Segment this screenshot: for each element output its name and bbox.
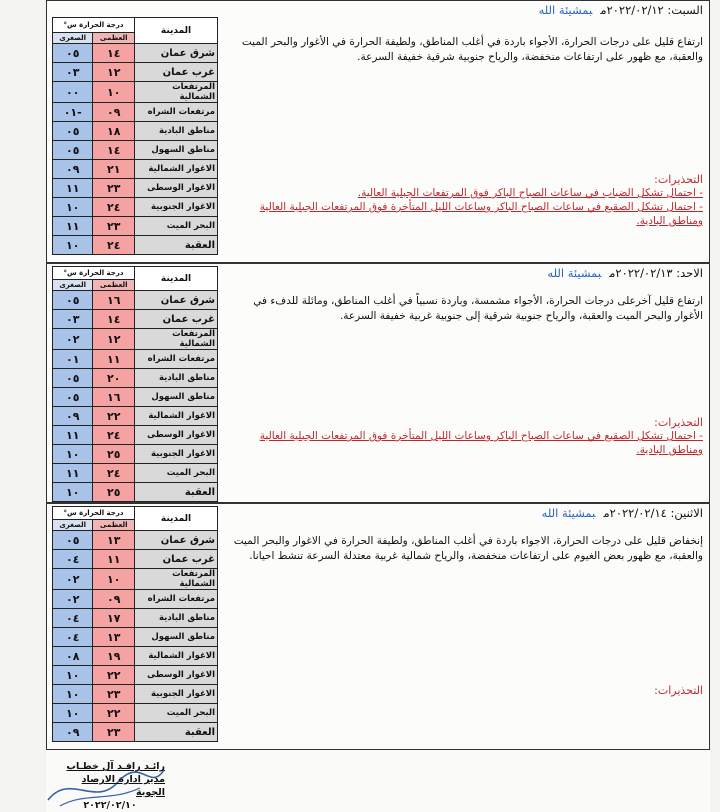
min-header: الصغرى — [53, 520, 93, 531]
city-name: غرب عمان — [135, 63, 218, 82]
table-row — [53, 464, 218, 483]
temperature-table — [52, 506, 218, 742]
city-name: الاغوار الشمالية — [135, 160, 218, 179]
table-row — [53, 445, 218, 464]
date: السبت: ٢٠٢٢/٠٢/١٢م — [600, 3, 703, 17]
min-temp: ١٠ — [53, 685, 93, 704]
city-column-header: المدينة — [135, 507, 218, 531]
date-line — [225, 3, 703, 17]
city-name: الاغوار الشمالية — [135, 647, 218, 666]
min-temp: ١١ — [53, 464, 93, 483]
forecast-text: إنخفاض قليل على درجات الحرارة، الاجواء باردة في أغلب المناطق، ولطيفة الحرارة في الاغوار والبحر الميت والعقبة، مع ظهور بعض الغيوم على ارتفاعات منخفضة، والرياح شمالية غربية معتدلة السرعة تنشط احيانا. — [233, 535, 703, 562]
table-row — [53, 82, 218, 103]
city-name: مرتفعات الشراه — [135, 590, 218, 609]
max-temp: ٢٣ — [93, 723, 135, 742]
city-name: الاغوار الجنوبية — [135, 445, 218, 464]
forecast-text: ارتفاع قليل على درجات الحرارة، الأجواء باردة في أغلب المناطق، ولطيفة الحرارة في الأغوار والبحر الميت والعقبة، مع ظهور على ارتفاعات منخفضة، والرياح جنوبية شرقية خفيفة السرعة. — [241, 36, 703, 63]
min-temp: ٠٣ — [53, 310, 93, 329]
max-temp: ١٠ — [93, 82, 135, 103]
max-temp: ٢٥ — [93, 483, 135, 502]
table-row — [53, 483, 218, 502]
warnings-title: التحذيرات: — [654, 684, 703, 697]
max-temp: ١٩ — [93, 647, 135, 666]
city-name: مرتفعات الشراه — [135, 350, 218, 369]
min-temp: ٠٥ — [53, 141, 93, 160]
max-temp: ١٤ — [93, 141, 135, 160]
city-name: مناطق السهول — [135, 141, 218, 160]
city-name: مناطق البادية — [135, 369, 218, 388]
city-column-header: المدينة — [135, 267, 218, 291]
max-temp: ٢٤ — [93, 198, 135, 217]
max-temp: ١٧ — [93, 609, 135, 628]
min-temp: ٠٩ — [53, 160, 93, 179]
temperature-header: درجة الحرارة س° — [53, 18, 135, 33]
warnings — [225, 684, 703, 697]
city-name: الاغوار الجنوبية — [135, 198, 218, 217]
city-name: المرتفعات الشمالية — [135, 569, 218, 590]
min-temp: ١٠ — [53, 445, 93, 464]
signature-date: ٢٠٢٢/٠٢/١٠ — [83, 800, 137, 811]
date: الاثنين: ٢٠٢٢/٠٢/١٤م — [603, 506, 703, 520]
warnings-title: التحذيرات: — [654, 416, 703, 429]
day-text — [225, 266, 703, 456]
max-temp: ٢٢ — [93, 407, 135, 426]
table-row — [53, 407, 218, 426]
warning-item: - احتمال تشكل الضباب في ساعات الصباح الباكر فوق المرتفعات الجبلية العالية. — [357, 187, 703, 199]
max-temp: ٢٥ — [93, 445, 135, 464]
min-header: الصغرى — [53, 280, 93, 291]
max-header: العظمى — [93, 280, 135, 291]
city-name: العقبة — [135, 723, 218, 742]
min-temp: -٠١ — [53, 103, 93, 122]
city-name: البحر الميت — [135, 217, 218, 236]
max-temp: ٢٤ — [93, 426, 135, 445]
table-row — [53, 666, 218, 685]
max-header: العظمى — [93, 520, 135, 531]
city-name: شرق عمان — [135, 44, 218, 63]
max-temp: ٢٣ — [93, 217, 135, 236]
table-row — [53, 426, 218, 445]
max-temp: ١٢ — [93, 329, 135, 350]
min-temp: ٠٥ — [53, 291, 93, 310]
city-name: البحر الميت — [135, 464, 218, 483]
max-temp: ٠٩ — [93, 590, 135, 609]
city-name: مناطق البادية — [135, 609, 218, 628]
table-row — [53, 291, 218, 310]
table-row — [53, 723, 218, 742]
min-temp: ٠٤ — [53, 628, 93, 647]
max-temp: ١٣ — [93, 531, 135, 550]
table-row — [53, 569, 218, 590]
warnings — [225, 416, 703, 457]
city-name: الاغوار الشمالية — [135, 407, 218, 426]
min-temp: ١١ — [53, 179, 93, 198]
city-name: البحر الميت — [135, 704, 218, 723]
date-line — [225, 506, 703, 520]
temperature-table — [52, 17, 218, 255]
city-name: العقبة — [135, 236, 218, 255]
day-block-saturday — [46, 0, 710, 263]
max-temp: ١٨ — [93, 122, 135, 141]
table-row — [53, 628, 218, 647]
city-name: غرب عمان — [135, 550, 218, 569]
table-row — [53, 329, 218, 350]
table-row — [53, 179, 218, 198]
min-temp: ٠٠ — [53, 82, 93, 103]
city-name: الاغوار الوسطى — [135, 426, 218, 445]
max-temp: ٢٢ — [93, 704, 135, 723]
date: الاحد: ٢٠٢٢/٠٢/١٣م — [609, 266, 703, 280]
min-temp: ١٠ — [53, 198, 93, 217]
city-name: الاغوار الوسطى — [135, 179, 218, 198]
table-row — [53, 550, 218, 569]
min-temp: ٠١ — [53, 350, 93, 369]
table-row — [53, 531, 218, 550]
min-temp: ٠٢ — [53, 590, 93, 609]
min-temp: ٠٢ — [53, 329, 93, 350]
min-temp: ١٠ — [53, 704, 93, 723]
min-temp: ٠٣ — [53, 63, 93, 82]
city-name: العقبة — [135, 483, 218, 502]
max-header: العظمى — [93, 33, 135, 44]
signature-block — [55, 760, 165, 812]
max-temp: ٢٣ — [93, 685, 135, 704]
date-line — [225, 266, 703, 280]
city-name: الاغوار الوسطى — [135, 666, 218, 685]
table-row — [53, 160, 218, 179]
day-text — [225, 3, 703, 227]
table-row — [53, 141, 218, 160]
table-row — [53, 63, 218, 82]
blessing: بمشيئة الله — [547, 266, 602, 280]
city-name: شرق عمان — [135, 291, 218, 310]
min-temp: ١٠ — [53, 236, 93, 255]
table-row — [53, 44, 218, 63]
city-name: المرتفعات الشمالية — [135, 329, 218, 350]
table-row — [53, 122, 218, 141]
min-temp: ٠٥ — [53, 369, 93, 388]
city-name: الاغوار الجنوبية — [135, 685, 218, 704]
max-temp: ٢٣ — [93, 179, 135, 198]
city-name: غرب عمان — [135, 310, 218, 329]
max-temp: ١١ — [93, 350, 135, 369]
temperature-table — [52, 266, 218, 502]
min-temp: ٠٥ — [53, 122, 93, 141]
city-name: مناطق السهول — [135, 388, 218, 407]
table-row — [53, 647, 218, 666]
blessing: بمشيئة الله — [541, 506, 596, 520]
table-row — [53, 103, 218, 122]
max-temp: ١٦ — [93, 291, 135, 310]
min-header: الصغرى — [53, 33, 93, 44]
city-column-header: المدينة — [135, 18, 218, 44]
min-temp: ٠٤ — [53, 609, 93, 628]
warning-item: - احتمال تشكل الصقيع في ساعات الصباح الباكر وساعات الليل المتأخرة فوق المرتفعات الجبلية العالية ومناطق البادية. — [259, 430, 703, 456]
table-row — [53, 350, 218, 369]
table-row — [53, 590, 218, 609]
city-name: مناطق السهول — [135, 628, 218, 647]
city-name: المرتفعات الشمالية — [135, 82, 218, 103]
min-temp: ١٠ — [53, 666, 93, 685]
city-name: شرق عمان — [135, 531, 218, 550]
table-row — [53, 369, 218, 388]
min-temp: ٠٢ — [53, 569, 93, 590]
temperature-header: درجة الحرارة س° — [53, 507, 135, 520]
min-temp: ١٠ — [53, 483, 93, 502]
max-temp: ٢٤ — [93, 464, 135, 483]
max-temp: ١٦ — [93, 388, 135, 407]
warnings-title: التحذيرات: — [654, 173, 703, 186]
max-temp: ٢٤ — [93, 236, 135, 255]
warnings — [225, 173, 703, 228]
forecast-text: ارتفاع قليل آخرعلى درجات الحرارة، الأجواء مشمسة، وباردة نسبياً في أغلب المناطق، ومائلة للدفء في الأغوار والبحر الميت والعقبة، والرياح جنوبية شرقية إلى جنوبية غربية خفيفة السرعة. — [253, 295, 703, 322]
table-row — [53, 198, 218, 217]
table-row — [53, 388, 218, 407]
max-temp: ١٠ — [93, 569, 135, 590]
table-row — [53, 310, 218, 329]
city-name: مناطق البادية — [135, 122, 218, 141]
min-temp: ٠٥ — [53, 531, 93, 550]
day-block-sunday — [46, 263, 710, 503]
max-temp: ١١ — [93, 550, 135, 569]
min-temp: ٠٨ — [53, 647, 93, 666]
min-temp: ١١ — [53, 217, 93, 236]
warning-item: - احتمال تشكل الصقيع في ساعات الصباح الباكر وساعات الليل المتأخرة فوق المرتفعات الجبلية العالية ومناطق البادية. — [259, 201, 703, 227]
day-block-monday — [46, 503, 710, 750]
min-temp: ٠٩ — [53, 723, 93, 742]
max-temp: ٠٩ — [93, 103, 135, 122]
table-row — [53, 685, 218, 704]
min-temp: ٠٥ — [53, 44, 93, 63]
city-name: مرتفعات الشراه — [135, 103, 218, 122]
max-temp: ٢٠ — [93, 369, 135, 388]
max-temp: ٢٢ — [93, 666, 135, 685]
temperature-header: درجة الحرارة س° — [53, 267, 135, 280]
min-temp: ١١ — [53, 426, 93, 445]
min-temp: ٠٩ — [53, 407, 93, 426]
min-temp: ٠٤ — [53, 550, 93, 569]
table-row — [53, 704, 218, 723]
table-row — [53, 609, 218, 628]
max-temp: ٢١ — [93, 160, 135, 179]
signer-name: رائـد رافـد آل خطـاب — [66, 761, 165, 772]
max-temp: ١٤ — [93, 44, 135, 63]
max-temp: ١٤ — [93, 310, 135, 329]
day-text — [225, 506, 703, 697]
signer-title: مدير ادارة الارصاد الجوية — [81, 774, 165, 798]
blessing: بمشيئة الله — [538, 3, 593, 17]
table-row — [53, 236, 218, 255]
min-temp: ٠٥ — [53, 388, 93, 407]
max-temp: ١٢ — [93, 63, 135, 82]
max-temp: ١٣ — [93, 628, 135, 647]
table-row — [53, 217, 218, 236]
